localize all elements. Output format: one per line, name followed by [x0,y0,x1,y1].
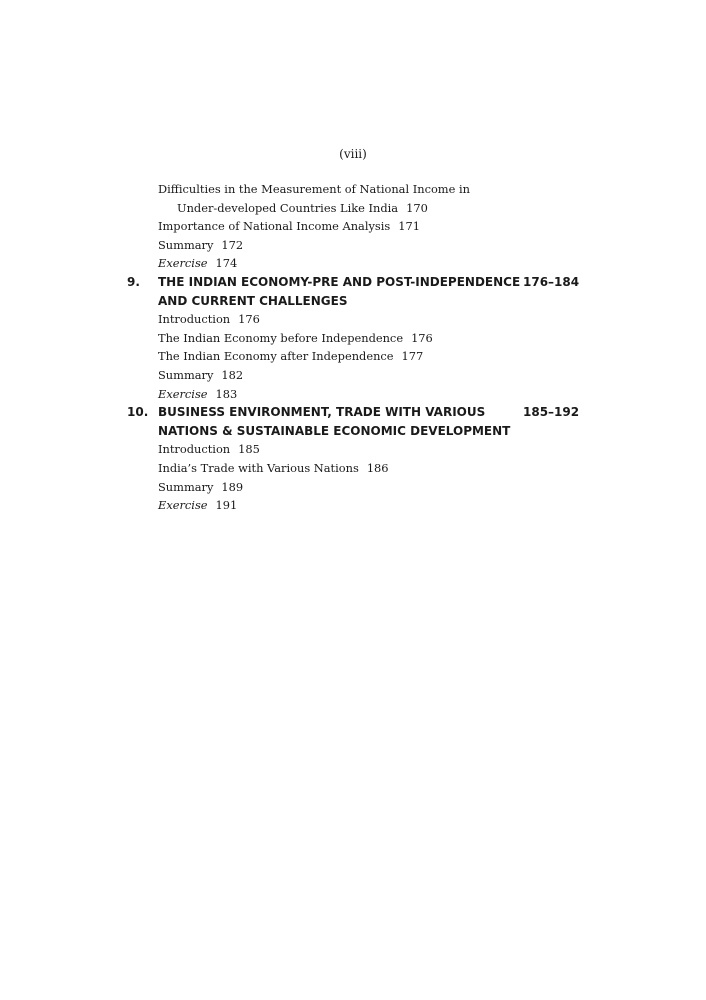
toc-entry-text: Summary [158,479,214,494]
toc-entry-text: India’s Trade with Various Nations [158,460,359,475]
chapter-page-range: 176–184 [523,274,580,289]
page-number: (viii) [339,147,367,161]
chapter-heading [0,403,706,422]
toc-entry [0,347,706,366]
toc-entry [0,478,706,497]
chapter-title: THE INDIAN ECONOMY-PRE AND POST-INDEPENDENCE [158,274,521,289]
toc-entry-page: 183 [215,386,238,401]
chapter-heading [0,273,706,292]
toc-entry-text: The Indian Economy after Independence [158,349,394,364]
toc-entry-page: 172 [221,237,244,252]
toc-entry-text: Summary [158,367,214,382]
chapter-title: NATIONS & SUSTAINABLE ECONOMIC DEVELOPMENT [158,423,511,438]
toc-entry-text: Difficulties in the Measurement of National Income in [158,182,470,196]
chapter-page-range: 185–192 [523,405,580,420]
toc-entry-text: Exercise [158,386,208,401]
toc-entry [0,217,706,236]
toc-entry-page: 170 [406,200,428,215]
toc-entry-text: Summary [158,237,214,252]
toc-entry [0,180,706,199]
toc-entry-text: Under-developed Countries Like India [177,200,399,215]
toc-entry-page: 191 [215,498,238,513]
toc-entry-text: Introduction [158,442,231,457]
toc-entry [0,310,706,329]
toc-entry-text: Exercise [158,256,208,271]
toc-entry [0,199,706,218]
chapter-title: BUSINESS ENVIRONMENT, TRADE WITH VARIOUS [158,405,486,420]
chapter-title: AND CURRENT CHALLENGES [158,293,348,308]
toc-entry [0,254,706,273]
toc-entry-page: 177 [401,349,424,364]
toc-entry-text: Exercise [158,498,208,513]
toc-entry [0,236,706,255]
chapter-number: 9. [127,274,140,289]
chapter-number: 10. [127,405,149,420]
toc-entry-text: Importance of National Income Analysis [158,219,391,234]
toc-entry-text: The Indian Economy before Independence [158,330,404,345]
toc-entry-page: 176 [238,312,260,327]
toc-entry-page: 186 [366,460,389,475]
chapter-heading-continued [0,292,706,311]
chapter-heading-continued [0,422,706,441]
toc-entry-page: 174 [215,256,238,271]
toc-entry-page: 182 [221,367,244,382]
toc-entry [0,385,706,404]
toc-entry-page: 189 [221,479,244,494]
toc-entry [0,496,706,515]
toc-entry [0,440,706,459]
toc-entry-page: 176 [411,330,433,345]
toc-entry [0,366,706,385]
toc-entry [0,459,706,478]
toc-entry-page: 185 [238,442,260,457]
toc-entry-text: Introduction [158,312,231,327]
toc-entry [0,329,706,348]
table-of-contents [0,180,706,515]
toc-entry-page: 171 [398,219,421,234]
